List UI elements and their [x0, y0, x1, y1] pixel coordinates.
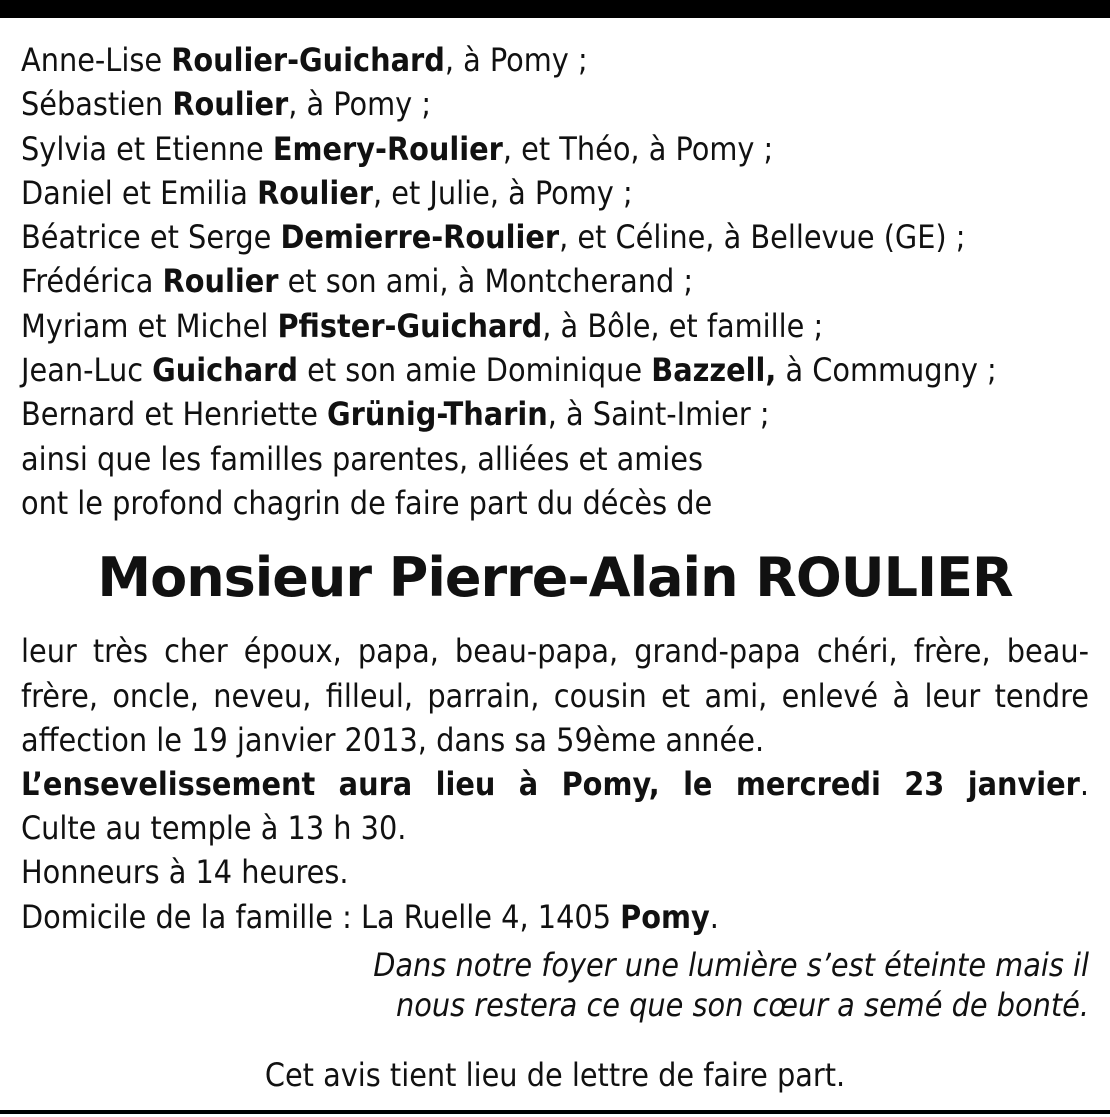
quote-line: Dans notre foyer une lumière s’est éteinte mais il	[373, 946, 1089, 985]
domicile-line	[21, 895, 1089, 939]
announcer-given-names: Frédérica	[21, 262, 163, 301]
announcer-line	[21, 259, 1089, 303]
honours-line: Honneurs à 14 heures.	[21, 853, 349, 892]
announcer-line	[21, 127, 1089, 171]
announcer-companion-surname: Bazzell,	[651, 351, 777, 390]
announcer-given-names: Bernard et Henriette	[21, 395, 328, 434]
description-line: frère, oncle, neveu, filleul, parrain, cousin et ami, enlevé à leur tendre	[21, 676, 1089, 715]
announcer-place: , et Julie, à Pomy ;	[372, 173, 633, 212]
announcer-place: à Commugny ;	[776, 351, 997, 390]
announcer-surname: Demierre-Roulier	[280, 218, 560, 257]
announcement-line: ont le profond chagrin de faire part du décès de	[21, 483, 713, 522]
service-line: Culte au temple à 13 h 30.	[21, 809, 407, 848]
announcer-surname: Roulier-Guichard	[171, 41, 445, 79]
memorial-quote	[21, 945, 1089, 1025]
announcer-line	[21, 348, 1089, 392]
bottom-rule	[0, 1110, 1110, 1114]
domicile-town: Pomy	[620, 897, 710, 936]
obituary-notice	[21, 38, 1089, 1095]
announcer-given-names: Sébastien	[21, 85, 173, 124]
announcer-place: et son ami, à Montcherand ;	[278, 262, 694, 301]
description-line: affection le 19 janvier 2013, dans sa 59ème année.	[21, 720, 765, 759]
announcer-companion: et son amie Dominique	[297, 351, 652, 390]
announcer-given-names: Jean-Luc	[21, 351, 153, 390]
domicile-address: Domicile de la famille : La Ruelle 4, 1405	[21, 897, 621, 936]
announcer-line	[21, 215, 1089, 259]
announcer-line	[21, 304, 1089, 348]
announcer-given-names: Béatrice et Serge	[21, 218, 281, 257]
announcer-line	[21, 171, 1089, 215]
families-line: ainsi que les familles parentes, alliées et amies	[21, 439, 704, 478]
announcer-place: , et Théo, à Pomy ;	[502, 129, 774, 168]
burial-end: .	[1079, 765, 1089, 804]
announcer-given-names: Sylvia et Etienne	[21, 129, 273, 168]
announcer-line	[21, 38, 1089, 82]
burial-text: L’ensevelissement aura lieu à Pomy, le mercredi 23 janvier	[21, 765, 1080, 804]
top-rule	[0, 0, 1110, 18]
announcer-given-names: Anne-Lise	[21, 41, 172, 79]
announcer-line	[21, 82, 1089, 126]
description-line: leur très cher époux, papa, beau-papa, grand-papa chéri, frère, beau-	[21, 632, 1089, 671]
announcer-given-names: Daniel et Emilia	[21, 173, 258, 212]
announcer-surname: Roulier	[257, 173, 373, 212]
announcer-surname: Roulier	[172, 85, 289, 124]
deceased-name: Monsieur Pierre-Alain ROULIER	[97, 546, 1013, 610]
burial-line	[21, 762, 1089, 806]
announcer-place: , à Saint-Imier ;	[547, 395, 770, 434]
announcer-place: , et Céline, à Bellevue (GE) ;	[559, 218, 966, 257]
announcer-place: , à Pomy ;	[288, 85, 432, 124]
quote-line: nous restera ce que son cœur a semé de bonté.	[396, 986, 1089, 1025]
footer-note: Cet avis tient lieu de lettre de faire part.	[264, 1056, 846, 1095]
announcer-line	[21, 392, 1089, 436]
announcer-place: , à Bôle, et famille ;	[542, 306, 824, 345]
announcer-surname: Roulier	[162, 262, 279, 301]
announcer-place: , à Pomy ;	[444, 41, 588, 79]
announcer-surname: Guichard	[152, 351, 298, 390]
announcer-surname: Emery-Roulier	[272, 129, 503, 168]
announcer-surname: Grünig-Tharin	[327, 395, 548, 434]
announcer-surname: Pfister-Guichard	[277, 306, 543, 345]
domicile-end: .	[709, 897, 719, 936]
announcer-given-names: Myriam et Michel	[21, 306, 278, 345]
